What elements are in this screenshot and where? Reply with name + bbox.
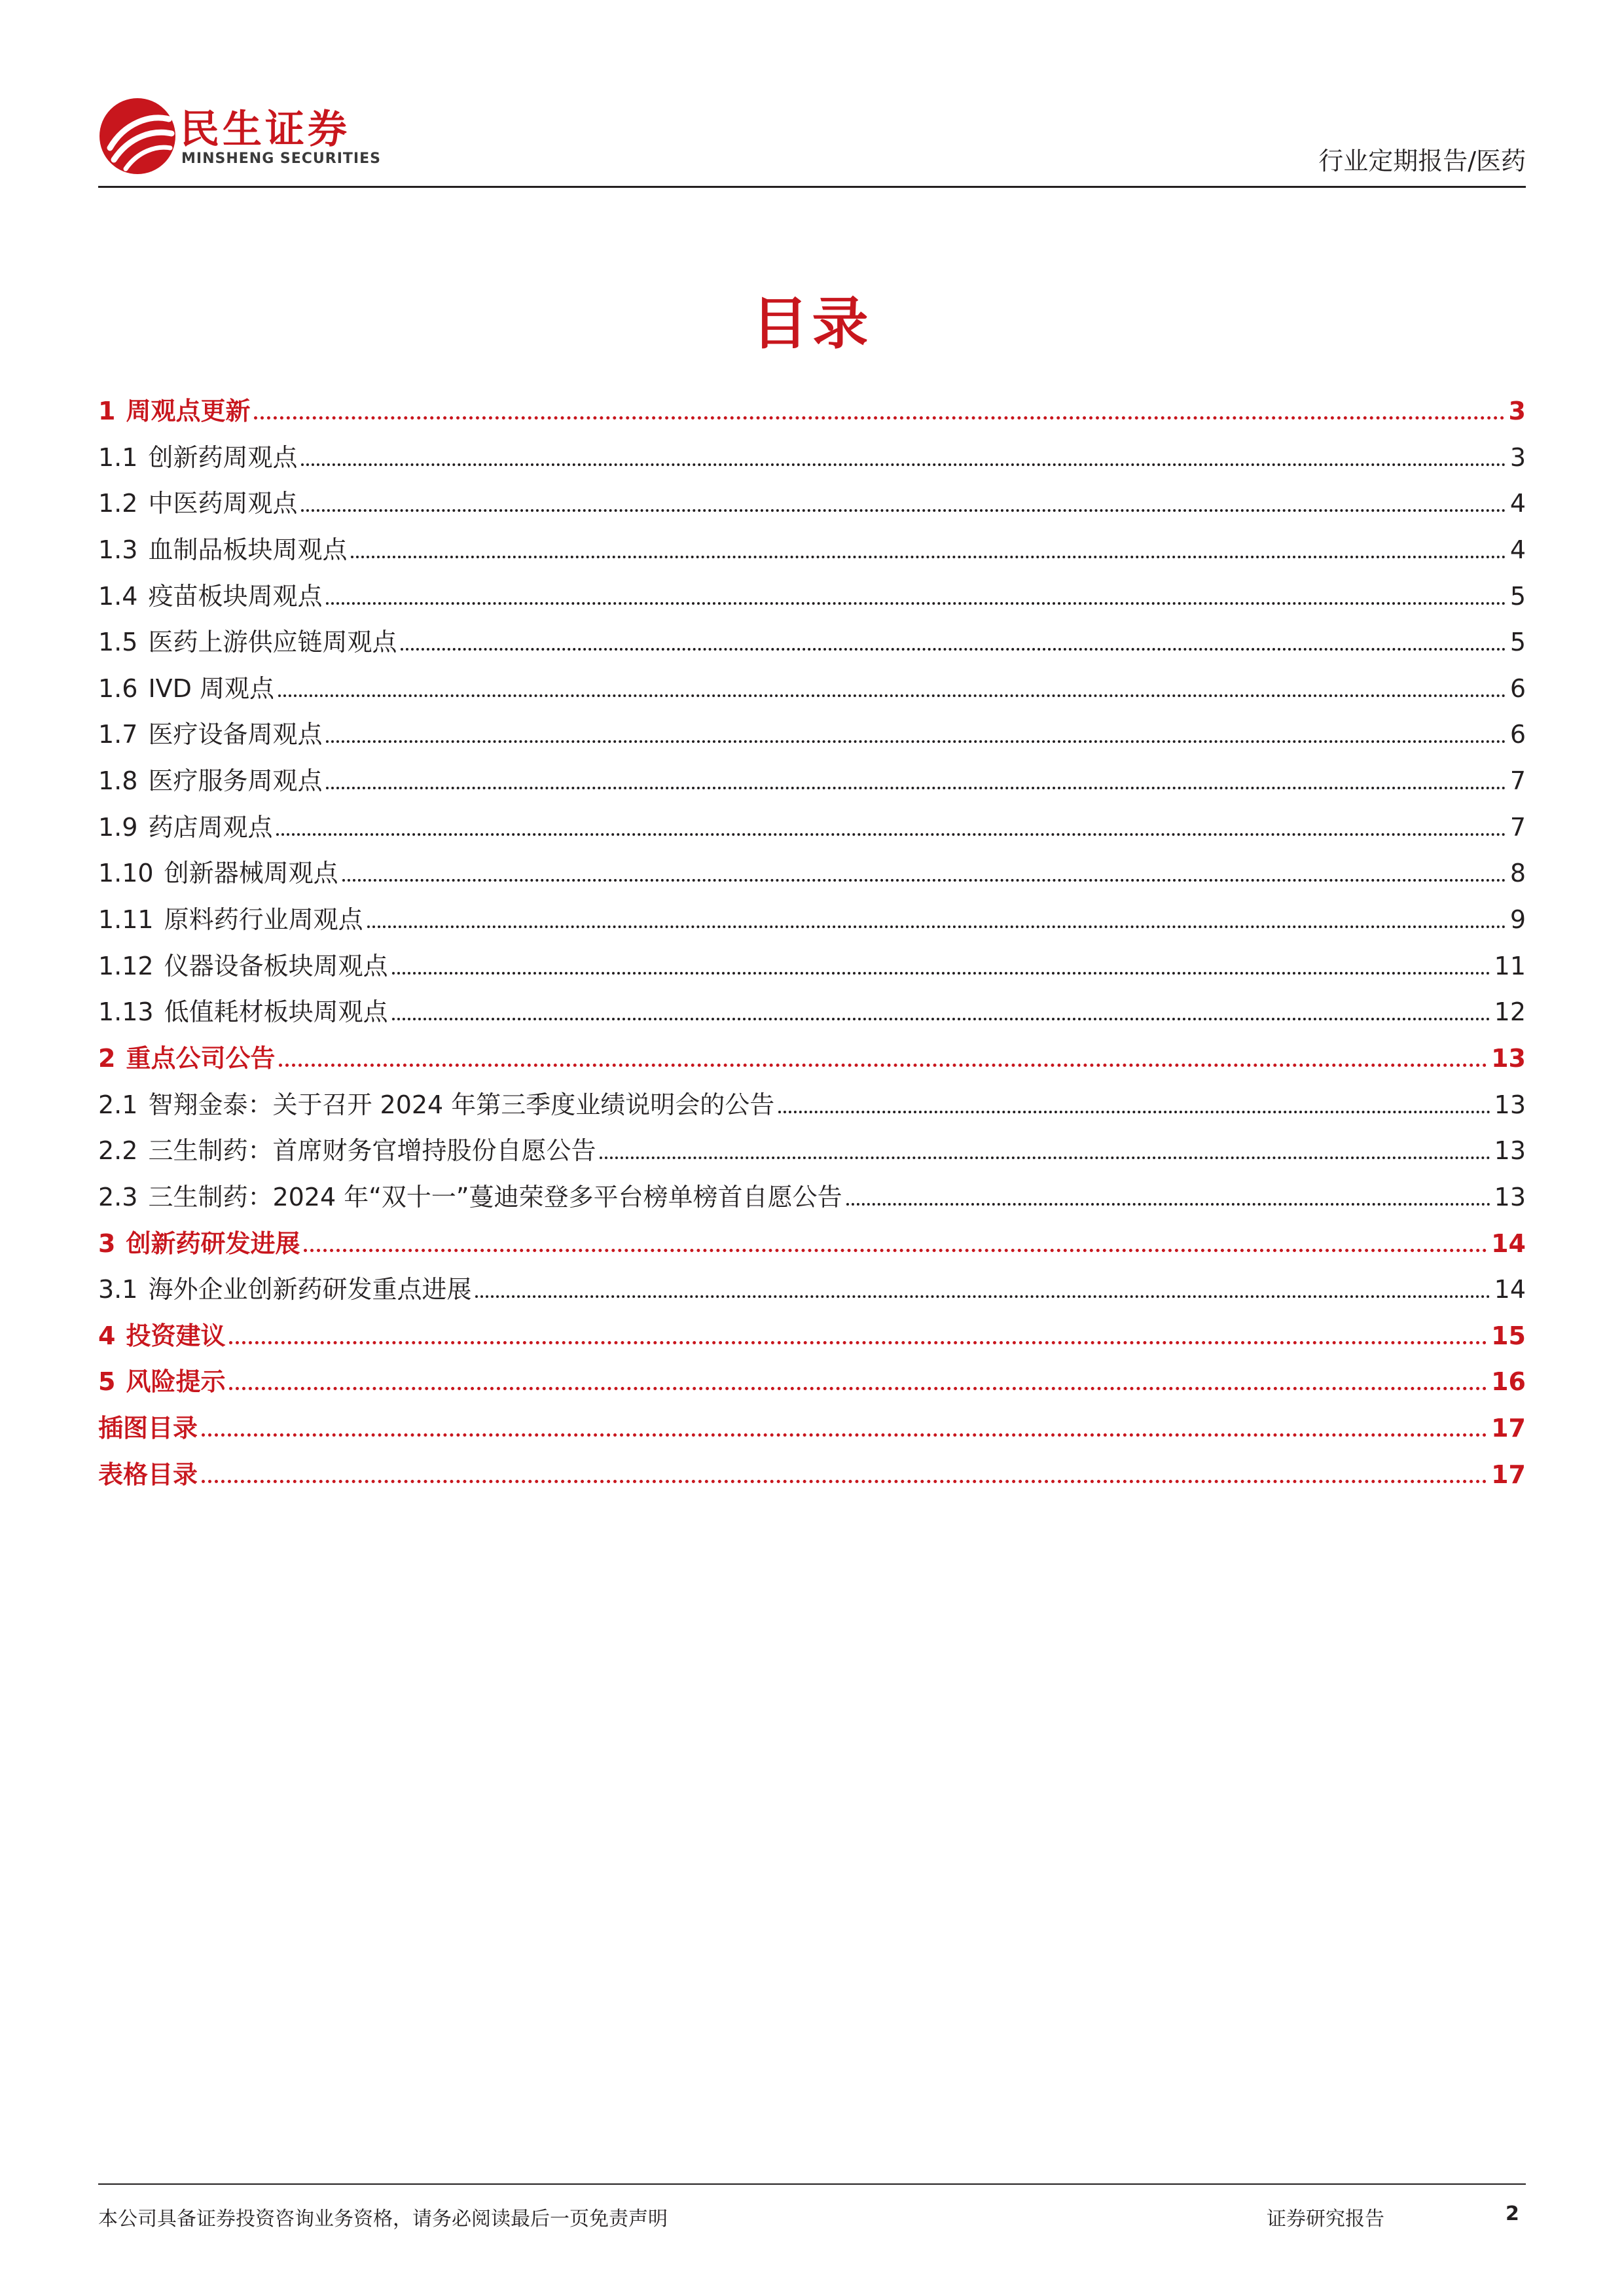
toc-entry-title[interactable]: 周观点更新 <box>126 397 251 425</box>
toc-entry-number: 1.13 <box>98 997 154 1027</box>
toc-dot-leader <box>202 1433 1487 1437</box>
toc-entry-title[interactable]: 血制品板块周观点 <box>148 535 348 564</box>
toc-entry-number: 1 <box>98 397 116 425</box>
toc-entry-page: 3 <box>1509 442 1526 472</box>
toc-dot-leader <box>304 1249 1487 1252</box>
toc-entry[interactable] <box>98 1128 1526 1174</box>
toc-entry[interactable] <box>98 1405 1526 1452</box>
toc-dot-leader <box>600 1157 1490 1159</box>
toc-dot-leader <box>367 925 1506 928</box>
toc-dot-leader <box>229 1387 1487 1390</box>
toc-entry-title[interactable]: 海外企业创新药研发重点进展 <box>148 1275 472 1304</box>
toc-entry[interactable] <box>98 1035 1526 1082</box>
toc-entry-title[interactable]: 仪器设备板块周观点 <box>164 951 388 980</box>
toc-entry-page: 13 <box>1494 1136 1526 1166</box>
toc-entry-number: 3.1 <box>98 1275 138 1304</box>
toc-entry-number: 1.3 <box>98 535 138 564</box>
toc-entry-page: 14 <box>1491 1229 1526 1258</box>
toc-dot-leader <box>401 648 1506 651</box>
toc-entry-number: 1.8 <box>98 766 138 796</box>
toc-entry-title[interactable]: 投资建议 <box>126 1321 226 1350</box>
toc-entry-title[interactable]: 创新器械周观点 <box>164 859 338 888</box>
toc-entry-page: 7 <box>1509 812 1526 842</box>
toc-entry-number: 1.11 <box>98 905 154 935</box>
toc-entry-page: 17 <box>1491 1414 1526 1443</box>
toc-entry-page: 9 <box>1509 905 1526 935</box>
toc-entry[interactable] <box>98 1452 1526 1498</box>
toc-dot-leader <box>326 602 1506 605</box>
toc-dot-leader <box>276 833 1506 836</box>
toc-dot-leader <box>475 1295 1490 1298</box>
toc-entry-page: 13 <box>1494 1182 1526 1211</box>
toc-entry-page: 6 <box>1509 720 1526 749</box>
toc-entry[interactable] <box>98 758 1526 804</box>
toc-entry[interactable] <box>98 711 1526 758</box>
toc-entry-number: 1.4 <box>98 581 138 611</box>
toc-entry-title[interactable]: 原料药行业周观点 <box>164 905 363 935</box>
toc-entry[interactable] <box>98 1359 1526 1405</box>
toc-entry-number: 1.5 <box>98 628 138 657</box>
toc-entry-title[interactable]: 医疗设备周观点 <box>148 720 323 749</box>
toc-entry-number: 3 <box>98 1229 116 1258</box>
toc-entry-number: 2.3 <box>98 1182 138 1211</box>
toc-entry-page: 8 <box>1509 859 1526 888</box>
toc-entry-number: 1.1 <box>98 442 138 472</box>
toc-entry-title[interactable]: 重点公司公告 <box>126 1043 276 1073</box>
toc-entry-number: 4 <box>98 1321 116 1350</box>
toc-entry-number: 2.1 <box>98 1090 138 1119</box>
toc-entry-page: 11 <box>1494 951 1526 980</box>
toc-entry-title[interactable]: 智翔金泰：关于召开 2024 年第三季度业绩说明会的公告 <box>148 1090 775 1119</box>
toc-entry-number: 1.2 <box>98 489 138 518</box>
toc-entry-title[interactable]: 风险提示 <box>126 1367 226 1397</box>
toc-entry-title[interactable]: 三生制药：2024 年“双十一”蔓迪荣登多平台榜单榜首自愿公告 <box>148 1182 842 1211</box>
toc-entry-page: 12 <box>1494 997 1526 1027</box>
toc-entry-title[interactable]: 低值耗材板块周观点 <box>164 997 388 1027</box>
toc-dot-leader <box>326 787 1506 789</box>
toc-entry[interactable] <box>98 527 1526 573</box>
page-number: 2 <box>1506 2202 1519 2225</box>
toc-entry[interactable] <box>98 897 1526 943</box>
toc-entry-page: 15 <box>1491 1321 1526 1350</box>
toc-entry-page: 14 <box>1494 1275 1526 1304</box>
toc-entry-page: 5 <box>1509 581 1526 611</box>
toc-entry-page: 13 <box>1491 1043 1526 1073</box>
toc-entry-number: 1.7 <box>98 720 138 749</box>
logo-english-name: MINSHENG SECURITIES <box>181 151 381 167</box>
minsheng-logo-icon <box>98 97 177 175</box>
toc-entry-page: 5 <box>1509 628 1526 657</box>
toc-entry[interactable] <box>98 1174 1526 1221</box>
toc-dot-leader <box>229 1341 1487 1344</box>
header-divider <box>98 186 1526 188</box>
toc-entry[interactable] <box>98 435 1526 481</box>
toc-entry-title[interactable]: 三生制药：首席财务官增持股份自愿公告 <box>148 1136 596 1166</box>
toc-entry-page: 16 <box>1491 1367 1526 1397</box>
toc-entry[interactable] <box>98 619 1526 666</box>
logo-chinese-name: 民生证券 <box>180 107 350 152</box>
toc-entry-page: 3 <box>1508 397 1526 425</box>
toc-entry[interactable] <box>98 480 1526 527</box>
toc-entry[interactable] <box>98 666 1526 712</box>
footer-report-label: 证券研究报告 <box>1267 2208 1384 2231</box>
toc-dot-leader <box>254 416 1504 420</box>
toc-entry-page: 4 <box>1509 489 1526 518</box>
footer-divider <box>98 2183 1526 2185</box>
toc-dot-leader <box>846 1203 1490 1206</box>
toc-entry-title[interactable]: 中医药周观点 <box>148 489 298 518</box>
toc-dot-leader <box>301 463 1506 466</box>
table-of-contents <box>98 388 1526 1498</box>
page-header <box>98 85 1526 187</box>
toc-dot-leader <box>326 740 1506 743</box>
toc-dot-leader <box>392 972 1490 975</box>
toc-entry-page: 7 <box>1509 766 1526 796</box>
toc-dot-leader <box>351 556 1506 558</box>
toc-entry-page: 6 <box>1509 673 1526 703</box>
toc-entry-page: 13 <box>1494 1090 1526 1119</box>
toc-entry-title[interactable]: 创新药周观点 <box>148 442 298 472</box>
toc-entry-page: 17 <box>1491 1460 1526 1489</box>
toc-dot-leader <box>342 879 1506 882</box>
toc-dot-leader <box>278 694 1506 697</box>
toc-entry-title[interactable]: 药店周观点 <box>148 812 273 842</box>
toc-entry-number: 5 <box>98 1367 116 1397</box>
toc-entry-title[interactable]: IVD 周观点 <box>148 673 274 703</box>
toc-title: 目录 <box>751 291 873 357</box>
toc-entry-title[interactable]: 疫苗板块周观点 <box>148 581 323 611</box>
toc-entry[interactable] <box>98 943 1526 990</box>
toc-entry[interactable] <box>98 1221 1526 1267</box>
company-logo <box>98 85 393 177</box>
toc-dot-leader <box>778 1111 1490 1113</box>
footer-disclaimer: 本公司具备证券投资咨询业务资格，请务必阅读最后一页免责声明 <box>98 2208 668 2231</box>
toc-entry-number: 1.9 <box>98 812 138 842</box>
toc-entry[interactable] <box>98 804 1526 851</box>
toc-entry[interactable] <box>98 989 1526 1035</box>
report-type: 行业定期报告/医药 <box>1318 147 1526 175</box>
toc-entry-title[interactable]: 表格目录 <box>98 1460 198 1489</box>
toc-entry-title[interactable]: 医药上游供应链周观点 <box>148 628 397 657</box>
toc-dot-leader <box>202 1480 1487 1483</box>
toc-entry[interactable] <box>98 1313 1526 1359</box>
toc-entry[interactable] <box>98 1266 1526 1313</box>
toc-entry[interactable] <box>98 388 1526 435</box>
toc-entry-number: 1.10 <box>98 859 154 888</box>
toc-entry-number: 2.2 <box>98 1136 138 1166</box>
toc-entry[interactable] <box>98 573 1526 620</box>
toc-entry-title[interactable]: 医疗服务周观点 <box>148 766 323 796</box>
toc-entry-page: 4 <box>1509 535 1526 564</box>
toc-dot-leader <box>392 1018 1490 1020</box>
toc-dot-leader <box>301 509 1506 512</box>
toc-dot-leader <box>279 1064 1487 1067</box>
toc-entry-number: 1.6 <box>98 673 138 703</box>
toc-entry-number: 1.12 <box>98 951 154 980</box>
toc-entry-title[interactable]: 创新药研发进展 <box>126 1229 300 1258</box>
toc-entry[interactable] <box>98 1082 1526 1128</box>
toc-entry-number: 2 <box>98 1043 116 1073</box>
toc-entry[interactable] <box>98 850 1526 897</box>
toc-entry-title[interactable]: 插图目录 <box>98 1414 198 1443</box>
